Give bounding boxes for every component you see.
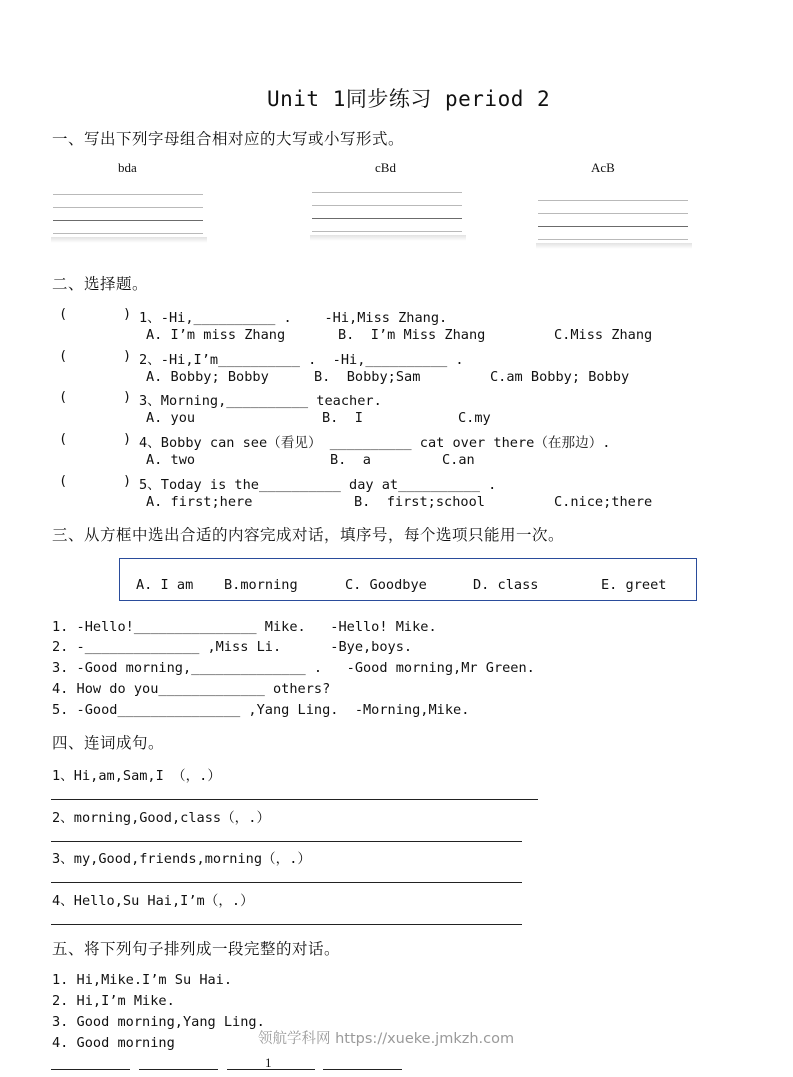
- writing-grid-2[interactable]: [312, 189, 462, 235]
- letter-group-2: cBd: [375, 160, 396, 175]
- section2-heading: 二、选择题。: [52, 275, 149, 293]
- letter-group-1: bda: [118, 160, 137, 175]
- q1-option-c: C.Miss Zhang: [554, 327, 653, 343]
- q2-option-c: C.am Bobby; Bobby: [490, 369, 630, 385]
- word-order-item-1: 1、Hi,am,Sam,I （，.）: [52, 768, 221, 784]
- dialogue-item-4: 4. How do you_____________ others?: [52, 681, 331, 697]
- order-blank-4[interactable]: [323, 1069, 402, 1070]
- q5-option-c: C.nice;there: [554, 494, 653, 510]
- order-blank-1[interactable]: [51, 1069, 130, 1070]
- answer-paren-open: (: [59, 348, 68, 364]
- q4-option-b: B. a: [330, 452, 371, 468]
- word-bank-option-d: D. class: [473, 577, 539, 593]
- sentence-item-1: 1. Hi,Mike.I’m Su Hai.: [52, 972, 233, 988]
- answer-paren-open: (: [59, 431, 68, 447]
- q1-option-a: A. I’m miss Zhang: [146, 327, 286, 343]
- sentence-item-2: 2. Hi,I’m Mike.: [52, 993, 175, 1009]
- q2-option-a: A. Bobby; Bobby: [146, 369, 269, 385]
- question-1: 1、-Hi,__________ . -Hi,Miss Zhang.: [139, 310, 448, 326]
- page-number: 1: [265, 1055, 272, 1070]
- q5-option-b: B. first;school: [354, 494, 485, 510]
- writing-grid-3[interactable]: [538, 197, 688, 243]
- question-3: 3、Morning,__________ teacher.: [139, 393, 382, 409]
- watermark: 领航学科网 https://xueke.jmkzh.com: [258, 1031, 515, 1047]
- question-4: 4、Bobby can see（看见） __________ cat over there（在那边）.: [139, 435, 611, 451]
- answer-line-3[interactable]: [51, 882, 522, 883]
- q3-option-b: B. I: [322, 410, 363, 426]
- word-bank-option-c: C. Goodbye: [345, 577, 427, 593]
- word-bank-option-a: A. I am: [136, 577, 194, 593]
- answer-line-1[interactable]: [51, 799, 538, 800]
- dialogue-item-5: 5. -Good_______________ ,Yang Ling. -Morning,Mike.: [52, 702, 470, 718]
- answer-paren-open: (: [59, 473, 68, 489]
- q4-option-c: C.an: [442, 452, 475, 468]
- answer-paren-open: (: [59, 306, 68, 322]
- letter-group-3: AcB: [591, 160, 615, 175]
- answer-paren-open: (: [59, 389, 68, 405]
- writing-grid-1[interactable]: [53, 191, 203, 237]
- sentence-item-4: 4. Good morning: [52, 1035, 175, 1051]
- q1-option-b: B. I’m Miss Zhang: [338, 327, 486, 343]
- word-order-item-3: 3、my,Good,friends,morning（，.）: [52, 851, 311, 867]
- sentence-item-3: 3. Good morning,Yang Ling.: [52, 1014, 265, 1030]
- answer-line-2[interactable]: [51, 841, 522, 842]
- q2-option-b: B. Bobby;Sam: [314, 369, 421, 385]
- q5-option-a: A. first;here: [146, 494, 253, 510]
- order-blank-2[interactable]: [139, 1069, 218, 1070]
- word-bank-option-e: E. greet: [601, 577, 667, 593]
- dialogue-item-3: 3. -Good morning,______________ . -Good morning,Mr Green.: [52, 660, 535, 676]
- dialogue-item-2: 2. -______________ ,Miss Li. -Bye,boys.: [52, 639, 413, 655]
- q3-option-a: A. you: [146, 410, 196, 426]
- q3-option-c: C.my: [458, 410, 491, 426]
- section1-heading: 一、写出下列字母组合相对应的大写或小写形式。: [52, 130, 405, 148]
- section3-heading: 三、从方框中选出合适的内容完成对话，填序号，每个选项只能用一次。: [52, 526, 565, 544]
- answer-paren-close: ): [123, 389, 132, 405]
- dialogue-item-1: 1. -Hello!_______________ Mike. -Hello! Mike.: [52, 619, 437, 635]
- question-5: 5、Today is the__________ day at__________ .: [139, 477, 497, 493]
- word-order-item-4: 4、Hello,Su Hai,I’m（，.）: [52, 893, 254, 909]
- answer-paren-close: ): [123, 348, 132, 364]
- section4-heading: 四、连词成句。: [52, 734, 165, 752]
- answer-paren-close: ): [123, 431, 132, 447]
- section5-heading: 五、将下列句子排列成一段完整的对话。: [52, 940, 341, 958]
- answer-line-4[interactable]: [51, 924, 522, 925]
- answer-paren-close: ): [123, 306, 132, 322]
- question-2: 2、-Hi,I’m__________ . -Hi,__________ .: [139, 352, 464, 368]
- word-bank-option-b: B.morning: [224, 577, 298, 593]
- word-order-item-2: 2、morning,Good,class（，.）: [52, 810, 271, 826]
- answer-paren-close: ): [123, 473, 132, 489]
- page-title: Unit 1同步练习 period 2: [267, 87, 551, 111]
- q4-option-a: A. two: [146, 452, 196, 468]
